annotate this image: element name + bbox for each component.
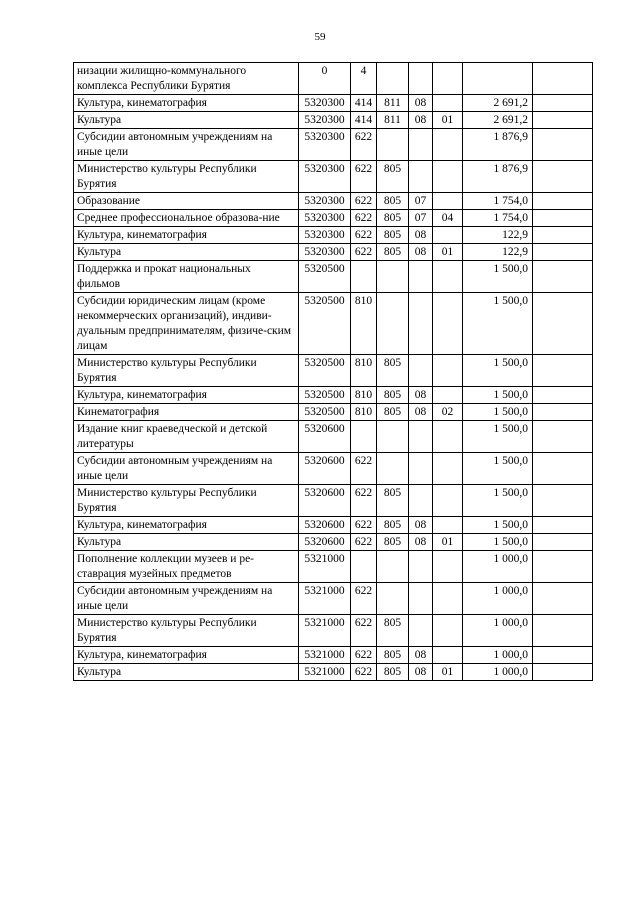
row-expense-type-cell: 622 (351, 485, 377, 517)
row-subsection-cell (433, 485, 463, 517)
row-expense-type-cell: 810 (351, 355, 377, 387)
row-section-cell: 08 (409, 517, 433, 534)
row-extra-cell (533, 453, 593, 485)
row-name-cell: низации жилищно-коммунального комплекса Республики Бурятия (74, 63, 299, 95)
table-row (74, 387, 593, 404)
row-expense-type-cell: 622 (351, 615, 377, 647)
row-extra-cell (533, 421, 593, 453)
row-section-cell: 08 (409, 534, 433, 551)
row-expense-type-cell: 622 (351, 161, 377, 193)
row-extra-cell (533, 517, 593, 534)
row-target-article-cell: 5320300 (299, 210, 351, 227)
row-section-cell: 08 (409, 647, 433, 664)
row-department-cell (377, 453, 409, 485)
row-expense-type-cell: 414 (351, 112, 377, 129)
row-amount-cell: 1 876,9 (463, 161, 533, 193)
row-extra-cell (533, 534, 593, 551)
row-expense-type-cell (351, 261, 377, 293)
row-section-cell: 08 (409, 112, 433, 129)
table-row (74, 244, 593, 261)
row-amount-cell: 1 000,0 (463, 664, 533, 681)
table-row (74, 517, 593, 534)
row-subsection-cell (433, 421, 463, 453)
row-department-cell: 805 (377, 210, 409, 227)
row-target-article-cell: 5320300 (299, 244, 351, 261)
row-amount-cell (463, 63, 533, 95)
row-department-cell (377, 421, 409, 453)
row-target-article-cell: 5321000 (299, 647, 351, 664)
row-amount-cell: 1 876,9 (463, 129, 533, 161)
row-section-cell (409, 63, 433, 95)
row-department-cell (377, 63, 409, 95)
row-amount-cell: 1 500,0 (463, 421, 533, 453)
row-target-article-cell: 0 (299, 63, 351, 95)
row-target-article-cell: 5320500 (299, 293, 351, 355)
row-name-cell: Культура (74, 112, 299, 129)
row-name-cell: Поддержка и прокат национальных фильмов (74, 261, 299, 293)
table-row (74, 485, 593, 517)
row-department-cell: 805 (377, 227, 409, 244)
row-name-cell: Культура (74, 244, 299, 261)
row-subsection-cell (433, 615, 463, 647)
row-name-cell: Культура, кинематография (74, 95, 299, 112)
table-row (74, 261, 593, 293)
row-subsection-cell (433, 193, 463, 210)
row-expense-type-cell: 622 (351, 193, 377, 210)
row-extra-cell (533, 261, 593, 293)
row-department-cell (377, 583, 409, 615)
row-subsection-cell (433, 129, 463, 161)
row-department-cell: 805 (377, 647, 409, 664)
row-amount-cell: 1 500,0 (463, 404, 533, 421)
table-row (74, 293, 593, 355)
row-target-article-cell: 5320300 (299, 112, 351, 129)
row-section-cell (409, 261, 433, 293)
table-row (74, 404, 593, 421)
row-name-cell: Министерство культуры Республики Бурятия (74, 485, 299, 517)
row-department-cell: 811 (377, 112, 409, 129)
row-amount-cell: 2 691,2 (463, 112, 533, 129)
row-name-cell: Субсидии автономным учреждениям на иные цели (74, 583, 299, 615)
row-target-article-cell: 5321000 (299, 615, 351, 647)
row-section-cell (409, 583, 433, 615)
row-section-cell: 07 (409, 193, 433, 210)
row-target-article-cell: 5320500 (299, 404, 351, 421)
row-expense-type-cell: 622 (351, 244, 377, 261)
row-target-article-cell: 5320500 (299, 387, 351, 404)
row-department-cell (377, 261, 409, 293)
row-section-cell (409, 355, 433, 387)
row-department-cell (377, 129, 409, 161)
row-subsection-cell: 01 (433, 534, 463, 551)
row-target-article-cell: 5320500 (299, 355, 351, 387)
row-department-cell: 805 (377, 355, 409, 387)
row-extra-cell (533, 355, 593, 387)
row-name-cell: Культура, кинематография (74, 517, 299, 534)
row-section-cell: 08 (409, 244, 433, 261)
table-row (74, 453, 593, 485)
row-subsection-cell (433, 227, 463, 244)
row-amount-cell: 1 000,0 (463, 583, 533, 615)
row-expense-type-cell: 622 (351, 227, 377, 244)
row-name-cell: Культура, кинематография (74, 387, 299, 404)
row-extra-cell (533, 664, 593, 681)
row-subsection-cell (433, 453, 463, 485)
row-target-article-cell: 5320500 (299, 261, 351, 293)
row-section-cell (409, 293, 433, 355)
table-row (74, 534, 593, 551)
row-subsection-cell: 01 (433, 664, 463, 681)
table-row (74, 615, 593, 647)
row-department-cell: 811 (377, 95, 409, 112)
row-target-article-cell: 5320600 (299, 534, 351, 551)
row-department-cell: 805 (377, 485, 409, 517)
row-target-article-cell: 5321000 (299, 664, 351, 681)
table-row (74, 227, 593, 244)
row-section-cell: 08 (409, 387, 433, 404)
row-subsection-cell (433, 647, 463, 664)
row-extra-cell (533, 551, 593, 583)
row-section-cell (409, 551, 433, 583)
row-name-cell: Министерство культуры Республики Бурятия (74, 355, 299, 387)
row-target-article-cell: 5320300 (299, 193, 351, 210)
row-name-cell: Культура (74, 534, 299, 551)
row-section-cell: 08 (409, 664, 433, 681)
row-extra-cell (533, 161, 593, 193)
row-target-article-cell: 5320600 (299, 485, 351, 517)
row-section-cell: 07 (409, 210, 433, 227)
row-amount-cell: 1 500,0 (463, 387, 533, 404)
row-subsection-cell (433, 261, 463, 293)
row-department-cell (377, 293, 409, 355)
row-extra-cell (533, 485, 593, 517)
row-department-cell: 805 (377, 517, 409, 534)
row-target-article-cell: 5320300 (299, 227, 351, 244)
row-name-cell: Кинематография (74, 404, 299, 421)
row-subsection-cell: 01 (433, 112, 463, 129)
row-department-cell: 805 (377, 161, 409, 193)
row-department-cell (377, 551, 409, 583)
row-extra-cell (533, 387, 593, 404)
table-row (74, 193, 593, 210)
row-expense-type-cell: 622 (351, 583, 377, 615)
table-body (74, 63, 593, 681)
row-amount-cell: 2 691,2 (463, 95, 533, 112)
row-amount-cell: 1 500,0 (463, 293, 533, 355)
row-section-cell: 08 (409, 404, 433, 421)
row-subsection-cell (433, 63, 463, 95)
row-amount-cell: 1 500,0 (463, 453, 533, 485)
row-expense-type-cell: 622 (351, 129, 377, 161)
row-extra-cell (533, 210, 593, 227)
row-amount-cell: 122,9 (463, 244, 533, 261)
row-subsection-cell (433, 355, 463, 387)
row-target-article-cell: 5320300 (299, 129, 351, 161)
row-department-cell: 805 (377, 193, 409, 210)
row-section-cell (409, 485, 433, 517)
row-section-cell: 08 (409, 227, 433, 244)
row-target-article-cell: 5320600 (299, 421, 351, 453)
table-row (74, 112, 593, 129)
row-department-cell: 805 (377, 404, 409, 421)
row-department-cell: 805 (377, 664, 409, 681)
row-extra-cell (533, 63, 593, 95)
row-subsection-cell: 04 (433, 210, 463, 227)
row-subsection-cell: 01 (433, 244, 463, 261)
row-expense-type-cell: 622 (351, 534, 377, 551)
row-extra-cell (533, 615, 593, 647)
row-department-cell: 805 (377, 534, 409, 551)
row-name-cell: Культура (74, 664, 299, 681)
row-section-cell (409, 615, 433, 647)
row-target-article-cell: 5321000 (299, 583, 351, 615)
row-expense-type-cell: 622 (351, 210, 377, 227)
row-target-article-cell: 5320300 (299, 95, 351, 112)
table-row (74, 95, 593, 112)
row-expense-type-cell: 4 (351, 63, 377, 95)
row-expense-type-cell (351, 551, 377, 583)
row-name-cell: Культура, кинематография (74, 647, 299, 664)
table-row (74, 583, 593, 615)
table-row (74, 647, 593, 664)
row-name-cell: Культура, кинематография (74, 227, 299, 244)
row-expense-type-cell: 622 (351, 453, 377, 485)
row-amount-cell: 1 500,0 (463, 517, 533, 534)
row-name-cell: Министерство культуры Республики Бурятия (74, 161, 299, 193)
row-amount-cell: 1 000,0 (463, 615, 533, 647)
row-amount-cell: 1 500,0 (463, 261, 533, 293)
row-expense-type-cell: 622 (351, 664, 377, 681)
row-expense-type-cell: 810 (351, 293, 377, 355)
row-amount-cell: 1 500,0 (463, 485, 533, 517)
row-subsection-cell (433, 293, 463, 355)
row-extra-cell (533, 227, 593, 244)
table-row (74, 421, 593, 453)
row-expense-type-cell (351, 421, 377, 453)
row-department-cell: 805 (377, 244, 409, 261)
row-name-cell: Среднее профессиональное образова-ние (74, 210, 299, 227)
row-extra-cell (533, 129, 593, 161)
row-name-cell: Министерство культуры Республики Бурятия (74, 615, 299, 647)
budget-table (73, 62, 593, 681)
row-amount-cell: 1 000,0 (463, 551, 533, 583)
row-extra-cell (533, 112, 593, 129)
table-row (74, 355, 593, 387)
row-extra-cell (533, 647, 593, 664)
row-name-cell: Субсидии автономным учреждениям на иные цели (74, 453, 299, 485)
row-amount-cell: 1 754,0 (463, 193, 533, 210)
row-subsection-cell: 02 (433, 404, 463, 421)
table-row (74, 161, 593, 193)
row-extra-cell (533, 95, 593, 112)
row-name-cell: Субсидии юридическим лицам (кроме некоммерческих организаций), индиви-дуальным предпринимателям, физиче-ским лицам (74, 293, 299, 355)
row-expense-type-cell: 414 (351, 95, 377, 112)
row-extra-cell (533, 244, 593, 261)
table-row (74, 129, 593, 161)
table-row (74, 210, 593, 227)
row-expense-type-cell: 622 (351, 647, 377, 664)
row-amount-cell: 1 500,0 (463, 355, 533, 387)
row-section-cell (409, 421, 433, 453)
row-extra-cell (533, 404, 593, 421)
row-section-cell (409, 161, 433, 193)
row-name-cell: Пополнение коллекции музеев и ре-ставрация музейных предметов (74, 551, 299, 583)
row-section-cell (409, 129, 433, 161)
table-row (74, 664, 593, 681)
row-subsection-cell (433, 517, 463, 534)
row-extra-cell (533, 583, 593, 615)
row-expense-type-cell: 810 (351, 404, 377, 421)
row-department-cell: 805 (377, 615, 409, 647)
row-target-article-cell: 5321000 (299, 551, 351, 583)
row-subsection-cell (433, 387, 463, 404)
row-target-article-cell: 5320300 (299, 161, 351, 193)
row-department-cell: 805 (377, 387, 409, 404)
row-target-article-cell: 5320600 (299, 453, 351, 485)
row-name-cell: Субсидии автономным учреждениям на иные цели (74, 129, 299, 161)
row-amount-cell: 1 500,0 (463, 534, 533, 551)
row-amount-cell: 122,9 (463, 227, 533, 244)
row-subsection-cell (433, 161, 463, 193)
row-amount-cell: 1 000,0 (463, 647, 533, 664)
row-subsection-cell (433, 551, 463, 583)
row-name-cell: Издание книг краеведческой и детской литературы (74, 421, 299, 453)
row-subsection-cell (433, 583, 463, 615)
table-row (74, 63, 593, 95)
row-section-cell (409, 453, 433, 485)
page-number: 59 (314, 31, 326, 43)
row-name-cell: Образование (74, 193, 299, 210)
row-expense-type-cell: 622 (351, 517, 377, 534)
row-extra-cell (533, 193, 593, 210)
row-extra-cell (533, 293, 593, 355)
table-row (74, 551, 593, 583)
row-expense-type-cell: 810 (351, 387, 377, 404)
row-target-article-cell: 5320600 (299, 517, 351, 534)
row-section-cell: 08 (409, 95, 433, 112)
row-amount-cell: 1 754,0 (463, 210, 533, 227)
row-subsection-cell (433, 95, 463, 112)
